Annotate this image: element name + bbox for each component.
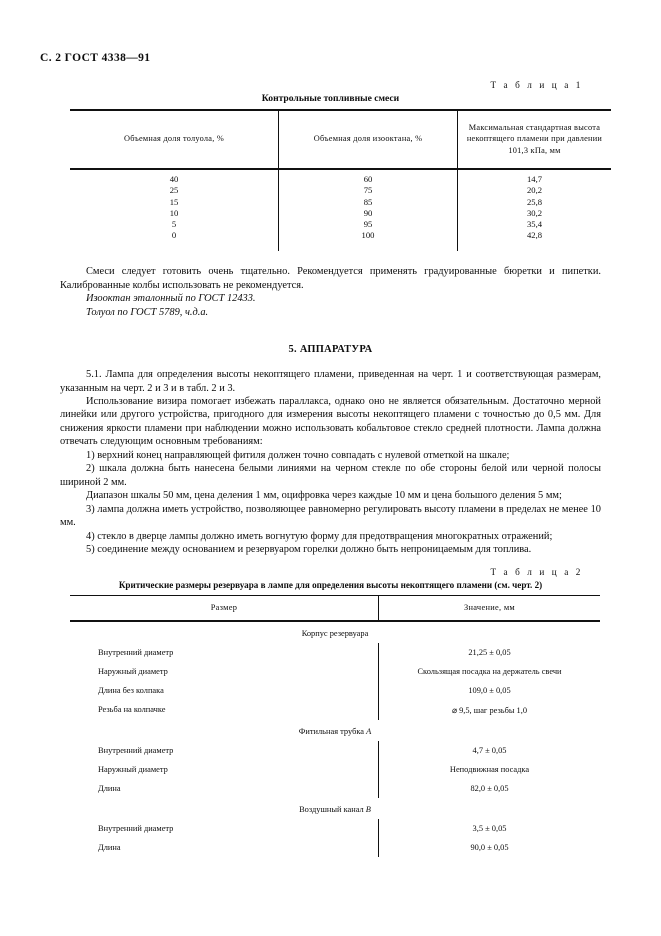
table-2-row-label: Длина	[98, 842, 121, 852]
cell: 90	[363, 207, 373, 218]
table-row	[70, 838, 600, 857]
cell: 15	[169, 196, 179, 207]
table-row	[70, 741, 600, 760]
cell: 0	[171, 230, 177, 241]
table-row	[70, 819, 600, 838]
cell: 35,4	[526, 219, 543, 229]
table-2-section-title-row	[70, 720, 600, 741]
table-2-row-label: Наружный диаметр	[98, 764, 168, 774]
cell: 100	[361, 230, 375, 241]
table-2-section-title-row	[70, 621, 600, 643]
table-2-row-value: 21,25 ± 0,05	[379, 643, 601, 662]
table-2-row-label: Длина	[98, 783, 121, 793]
cell: 20,2	[526, 185, 543, 196]
page-header: С. 2 ГОСТ 4338—91	[40, 52, 151, 64]
table-1-body-row	[70, 169, 611, 251]
table-2-section-title	[70, 798, 600, 819]
cell: 5	[171, 219, 177, 229]
table-1-col-3-header-line-3: 101,3 кПа, мм	[508, 145, 561, 155]
table-2-row-value: Скользящая посадка на держатель свечи	[379, 662, 601, 681]
cell: 14,7	[526, 174, 543, 185]
table-2-section-title-symbol: A	[366, 726, 372, 736]
table-1-isooctane-column	[279, 169, 458, 251]
table-2-section-title-text: Фитильная трубка	[298, 726, 364, 736]
table-row	[70, 700, 600, 720]
intro-paragraph-3: Толуол по ГОСТ 5789, ч.д.а.	[86, 306, 209, 318]
table-2-section-title: Корпус резервуара	[301, 628, 369, 638]
table-2-row-label: Внутренний диаметр	[98, 647, 174, 657]
table-2-row-label: Наружный диаметр	[98, 666, 168, 676]
intro-paragraph-1: Смеси следует готовить очень тщательно. Рекомендуется применять градуированные бюретки и пипетки. Калиброванные колбы использовать не рекомендуется.	[60, 266, 601, 291]
table-1-col-1-header: Объемная доля толуола, %	[70, 111, 279, 169]
table-row	[70, 779, 600, 798]
cell: 10	[169, 207, 179, 218]
table-1-toluene-column	[70, 169, 279, 251]
table-2-label: Т а б л и ц а 2	[490, 566, 583, 577]
table-2-section-title-text: Воздушный канал	[299, 804, 364, 814]
table-row	[70, 760, 600, 779]
table-2-row-value: 90,0 ± 0,05	[379, 838, 601, 857]
table-row	[70, 662, 600, 681]
table-2-wrapper	[70, 595, 600, 857]
cell: 42,8	[526, 230, 543, 241]
table-row	[70, 681, 600, 700]
cell: 60	[363, 174, 373, 185]
cell: 85	[363, 196, 373, 207]
table-2-row-label: Резьба на колпачке	[98, 705, 166, 715]
table-1-col-3-header	[458, 111, 612, 169]
table-2-row-label: Внутренний диаметр	[98, 823, 174, 833]
table-1-col-3-header-line-2: некоптящего пламени при давлении	[466, 134, 603, 144]
section-5-body	[60, 368, 601, 557]
table-2-section-title	[70, 720, 600, 741]
table-2-row-label: Внутренний диаметр	[98, 745, 174, 755]
section-5-requirement-3: 3) лампа должна иметь устройство, позволяющее равномерно регулировать высоту пламени в пределах не менее 10 мм.	[60, 503, 601, 529]
table-1-height-column	[458, 169, 612, 251]
table-2	[70, 595, 600, 857]
cell: 25,8	[526, 196, 543, 207]
table-2-row-value: 4,7 ± 0,05	[379, 741, 601, 760]
cell: 40	[169, 174, 179, 185]
table-2-row-value: 82,0 ± 0,05	[379, 779, 601, 798]
section-5-paragraph-2: Использование визира помогает избежать параллакса, однако оно не является обязательным. Достаточно мерной линейки или другого устройства, пригодного для измерения высоты некоптящего пламени с точностью до 0,5 мм. Для снижения яркости пламени при наблюдении можно использовать кобальтовое стекло средней плотности. Лампа должна отвечать следующим основным требованиям:	[60, 395, 601, 448]
section-5-heading: 5. АППАРАТУРА	[288, 344, 373, 356]
table-2-row-value: 3,5 ± 0,05	[379, 819, 601, 838]
table-1	[70, 109, 611, 251]
table-1-caption: Контрольные топливные смеси	[261, 93, 400, 104]
section-5-requirement-2b: Диапазон шкалы 50 мм, цена деления 1 мм, оцифровка через каждые 10 мм и цена большого деления 5 мм;	[86, 490, 562, 502]
section-5-paragraph-1: 5.1. Лампа для определения высоты некоптящего пламени, приведенная на черт. 1 и соответствующая размерам, указанным на черт. 2 и 3 и в табл. 2 и 3.	[60, 369, 601, 394]
table-2-section-title-symbol: B	[365, 804, 371, 814]
cell: 30,2	[526, 207, 543, 218]
cell: 95	[363, 219, 373, 229]
table-2-row-value: Неподвижная посадка	[379, 760, 601, 779]
table-1-col-2-header: Объемная доля изооктана, %	[279, 111, 458, 169]
section-5-requirement-5: 5) соединение между основанием и резервуаром горелки должно быть непроницаемым для топлива.	[86, 544, 532, 556]
intro-text-block	[60, 265, 601, 319]
table-row	[70, 643, 600, 662]
section-5-requirement-4: 4) стекло в дверце лампы должно иметь вогнутую форму для предотвращения многократных отражений;	[86, 530, 553, 542]
table-2-row-value: ⌀ 9,5, шаг резьбы 1,0	[379, 700, 601, 720]
table-2-header-row	[70, 596, 600, 621]
table-1-label: Т а б л и ц а 1	[490, 80, 583, 90]
cell: 75	[363, 185, 373, 196]
intro-paragraph-2: Изооктан эталонный по ГОСТ 12433.	[86, 293, 256, 305]
table-1-col-3-header-line-1: Максимальная стандартная высота	[468, 123, 601, 132]
table-2-caption: Критические размеры резервуара в лампе для определения высоты некоптящего пламени (см. черт. 2)	[118, 579, 543, 590]
table-1-header-row	[70, 111, 611, 169]
section-5-requirement-1: 1) верхний конец направляющей фитиля должен точно совпадать с нулевой отметкой на шкале;	[86, 449, 510, 461]
section-5-requirement-2: 2) шкала должна быть нанесена белыми линиями на черном стекле по обе стороны белой или черной полосы шириной 2 мм.	[60, 463, 601, 488]
table-2-col-2-header: Значение, мм	[379, 596, 601, 621]
cell: 25	[169, 185, 179, 196]
table-2-row-value: 109,0 ± 0,05	[379, 681, 601, 700]
table-2-section-title-row	[70, 798, 600, 819]
table-2-col-1-header: Размер	[70, 596, 379, 621]
table-2-row-label: Длина без колпака	[98, 685, 164, 695]
